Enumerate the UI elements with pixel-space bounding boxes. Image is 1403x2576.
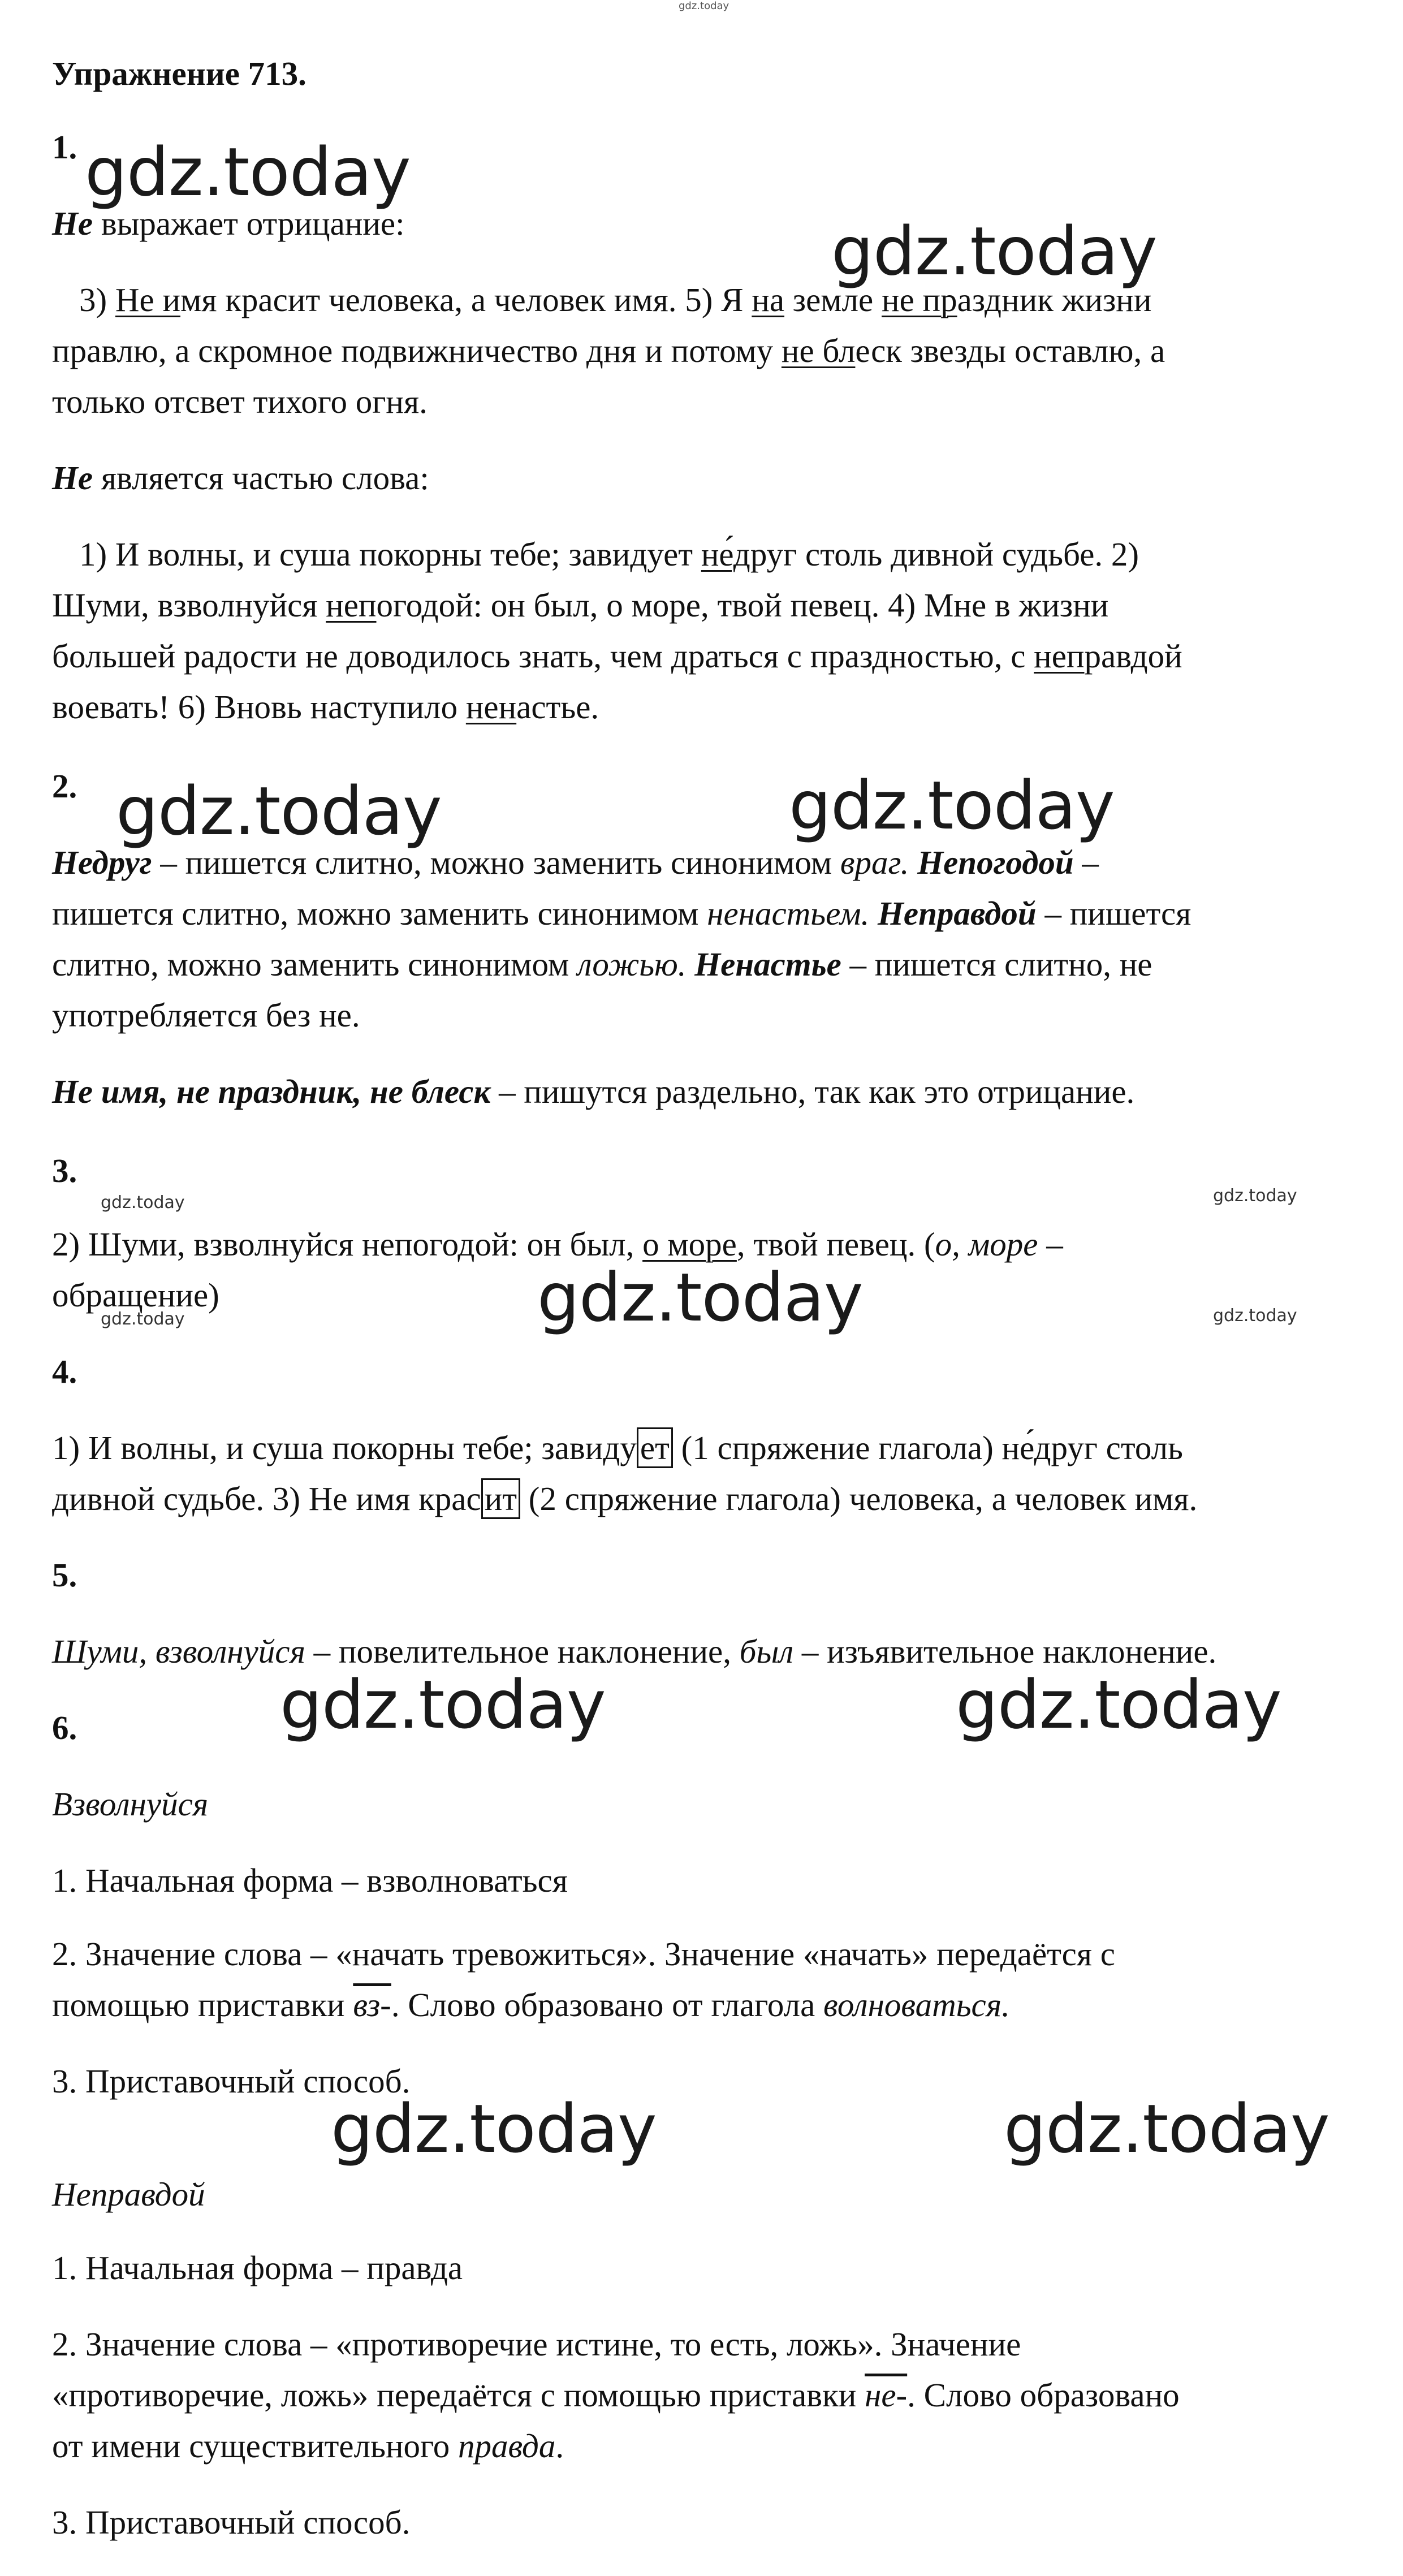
section-5-number: 5. (52, 1556, 77, 1594)
s6-word-1-item-1: 1. Начальная форма – взволноваться (52, 1862, 568, 1899)
s6-word-2-item-3: 3. Приставочный способ. (52, 2504, 411, 2541)
watermark: gdz.today (85, 133, 411, 211)
watermark: gdz.today (1213, 1306, 1297, 1326)
exercise-title: Упражнение 713. (52, 55, 306, 92)
watermark: gdz.today (956, 1665, 1281, 1744)
s2-line-4: употребляется без не. (52, 996, 360, 1034)
s1-neg-heading: Не выражает отрицание: (52, 205, 405, 242)
s6-word-1-item-2a: 2. Значение слова – «начать тревожиться». Значение «начать» передаётся с (52, 1935, 1115, 1973)
s1-part-line-4: воевать! 6) Вновь наступило ненастье. (52, 688, 599, 726)
watermark: gdz.today (331, 2090, 657, 2168)
s1-part-line-1: 1) И волны, и суша покорны тебе; завидует не́друг столь дивной судьбе. 2) (79, 536, 1139, 573)
s1-neg-line-3: только отсвет тихого огня. (52, 383, 428, 420)
watermark: gdz.today (1004, 2090, 1329, 2168)
s2-line-2: пишется слитно, можно заменить синонимом ненастьем. Неправдой – пишется (52, 895, 1192, 932)
section-3-number: 3. (52, 1152, 77, 1189)
watermark: gdz.today (1213, 1186, 1297, 1206)
s6-word-2-item-2c: от имени существительного правда. (52, 2427, 564, 2465)
top-watermark: gdz.today (679, 0, 729, 12)
s6-word-2-item-2a: 2. Значение слова – «противоречие истине, то есть, ложь». Значение (52, 2325, 1021, 2363)
s6-word-2: Неправдой (52, 2176, 205, 2213)
s6-word-1-item-3: 3. Приставочный способ. (52, 2062, 411, 2100)
s4-line-1: 1) И волны, и суша покорны тебе; завиду ет (1 спряжение глагола) не́друг столь (52, 1422, 1380, 1473)
s2-line-1: Недруг – пишется слитно, можно заменить синонимом враг. Непогодой – (52, 844, 1099, 881)
s6-word-1-item-2b: помощью приставки вз-. Слово образовано от глагола волноваться. (52, 1986, 1010, 2023)
s1-neg-line-2: правлю, а скромное подвижничество дня и потому не блеск звезды оставлю, а (52, 332, 1165, 369)
section-4-number: 4. (52, 1353, 77, 1390)
section-6-number: 6. (52, 1709, 77, 1746)
s2-line-3: слитно, можно заменить синонимом ложью. Ненастье – пишется слитно, не (52, 946, 1152, 983)
watermark: gdz.today (831, 212, 1157, 290)
s1-part-heading: Не является частью слова: (52, 459, 429, 497)
s4-line-2: дивной судьбе. 3) Не имя крас ит (2 спряжение глагола) человека, а человек имя. (52, 1473, 1380, 1524)
watermark: gdz.today (280, 1665, 606, 1744)
s5-line-1: Шуми, взволнуйся – повелительное наклонение, был – изъявительное наклонение. (52, 1633, 1217, 1670)
s3-line-2: обращение) (52, 1276, 219, 1314)
section-2-number: 2. (52, 767, 77, 805)
s3-line-1: 2) Шуми, взволнуйся непогодой: он был, о море, твой певец. (о, море – (52, 1226, 1063, 1263)
watermark: gdz.today (537, 1258, 863, 1336)
s1-part-line-3: большей радости не доводилось знать, чем драться с праздностью, с неправдой (52, 637, 1182, 675)
s6-word-2-item-1: 1. Начальная форма – правда (52, 2249, 463, 2286)
s6-word-1: Взволнуйся (52, 1785, 209, 1823)
section-1-number: 1. (52, 128, 77, 166)
s1-part-line-2: Шуми, взволнуйся непогодой: он был, о море, твой певец. 4) Мне в жизни (52, 586, 1109, 624)
watermark: gdz.today (789, 766, 1115, 844)
s6-word-2-item-2b: «противоречие, ложь» передаётся с помощью приставки не-. Слово образовано (52, 2376, 1180, 2414)
watermark: gdz.today (101, 1193, 185, 1213)
s2-line-5: Не имя, не праздник, не блеск – пишутся раздельно, так как это отрицание. (52, 1073, 1135, 1110)
s1-neg-line-1: 3) Не имя красит человека, а человек имя. 5) Я на земле не праздник жизни (79, 281, 1152, 318)
watermark: gdz.today (116, 772, 442, 850)
watermark: gdz.today (101, 1309, 185, 1329)
